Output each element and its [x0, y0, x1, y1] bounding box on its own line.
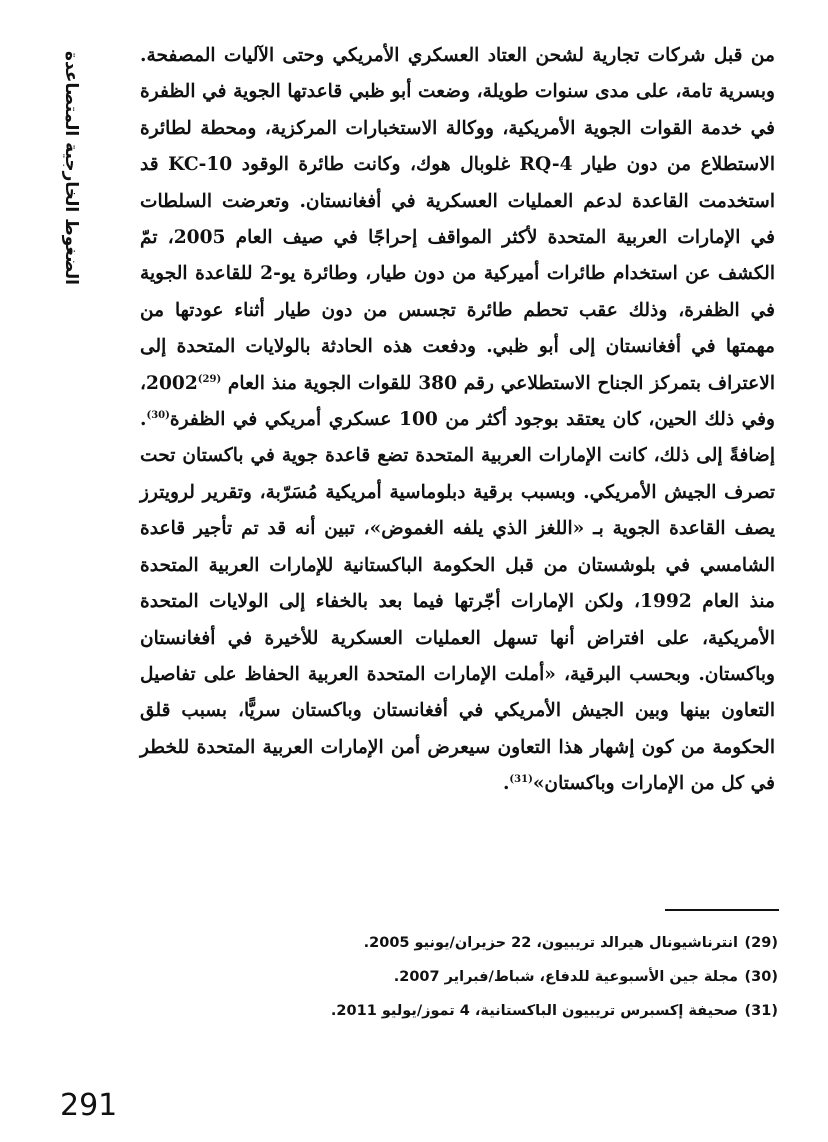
running-header — [56, 48, 86, 288]
footnote-divider — [665, 909, 779, 911]
footnote-item — [300, 960, 778, 994]
footnotes-list — [300, 926, 778, 1028]
main-paragraph-block — [140, 38, 775, 803]
footnote-text: انترناشيونال هيرالد تريبيون، 22 حزيران/يونيو 2005. — [363, 935, 738, 951]
footnote-text: مجلة جين الأسبوعية للدفاع، شباط/فبراير 2007. — [393, 969, 738, 985]
paragraph-text-part-1: من قبل شركات تجارية لشحن العتاد العسكري الأمريكي وحتى الآليات المصفحة. وبسرية تامة، على مدى سنوات طويلة، وضعت أبو ظبي قاعدتها الجوية في الظفرة في خدمة القوات الجوية الأمريكية، ووكالة الاستخبارات المركزية، ومحطة لطائرة الاستطلاع من دون طيار RQ-4 غلوبال هوك، وكانت طائرة الوقود KC-10 قد استخدمت القاعدة لدعم العمليات العسكرية في أفغانستان. وتعرضت السلطات في الإمارات العربية المتحدة لأكثر المواقف إحراجًا في صيف العام 2005، تمّ الكشف عن استخدام طائرات أميركية من دون طيار، وطائرة يو-2 للقاعدة الجوية في الظفرة، وذلك عقب تحطم طائرة تجسس من دون طيار أثناء عودتها من مهمتها في أفغانستان إلى أبو ظبي. ودفعت هذه الحادثة بالولايات المتحدة إلى الاعتراف بتمركز الجناح الاستطلاعي رقم 380 للقوات الجوية منذ العام — [140, 45, 775, 394]
footnote-number: (29) — [744, 935, 778, 951]
footnote-text: صحيفة إكسبرس تريبيون الباكستانية، 4 تموز/يوليو 2011. — [330, 1003, 738, 1019]
footnote-item — [300, 994, 778, 1028]
footnote-ref-30[interactable]: (30) — [146, 409, 170, 421]
footnote-ref-29[interactable]: (29) — [197, 373, 222, 385]
page-number: 291 — [60, 1088, 118, 1123]
main-paragraph — [140, 38, 775, 803]
footnote-number: (31) — [744, 1003, 778, 1019]
footnote-ref-31[interactable]: (31) — [509, 773, 533, 785]
paragraph-text-part-3: . إضافةً إلى ذلك، كانت الإمارات العربية المتحدة تضع قاعدة جوية في باكستان تحت تصرف الجيش الأمريكي. وبسبب برقية دبلوماسية أمريكية مُسَرّبة، وتقرير لرويترز يصف القاعدة الجوية بـ «اللغز الذي يلفه الغموض»، تبين أنه قد تم تأجير قاعدة الشامسي في بلوشستان من قبل الحكومة الباكستانية للإمارات العربية المتحدة منذ العام 1992، ولكن الإمارات أجّرتها فيما بعد بالخفاء إلى الولايات المتحدة الأمريكية، على افتراض أنها تسهل العمليات العسكرية للأخيرة في أفغانستان وباكستان. وبحسب البرقية، «أملت الإمارات المتحدة العربية الحفاظ على تفاصيل التعاون بينها وبين الجيش الأمريكي في أفغانستان وباكستان سريًّا، بسبب قلق الحكومة من كون إشهار هذا التعاون سيعرض أمن الإمارات العربية المتحدة للخطر في كل من الإمارات وباكستان» — [140, 409, 775, 795]
footnote-item — [300, 926, 778, 960]
paragraph-text-part-2: 2002، وفي ذلك الحين، كان يعتقد بوجود أكثر من 100 عسكري أمريكي في الظفرة — [140, 372, 776, 431]
paragraph-text-part-4: . — [502, 773, 510, 795]
footnote-number: (30) — [744, 969, 778, 985]
running-header-text: الضغوط الخارجية المتصاعدة — [61, 51, 81, 285]
